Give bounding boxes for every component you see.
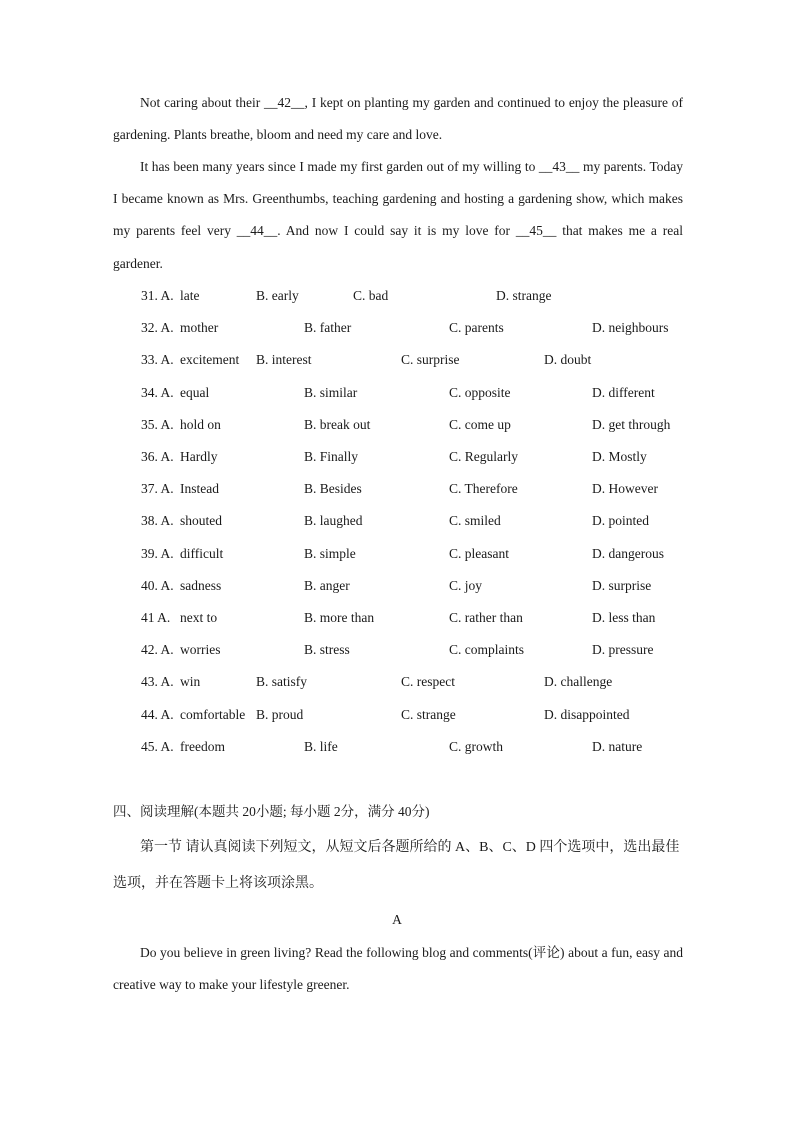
option-a: freedom [180, 738, 225, 754]
option-c: C. parents [449, 320, 504, 336]
option-d: D. However [592, 481, 658, 497]
option-b: B. interest [256, 352, 312, 368]
option-c: C. bad [353, 288, 389, 303]
option-d: D. pressure [592, 642, 654, 658]
option-b: B. more than [304, 610, 375, 625]
option-d: D. disappointed [544, 706, 630, 722]
option-d: D. neighbours [592, 320, 669, 336]
option-d: D. strange [496, 288, 552, 303]
option-b: B. similar [304, 384, 358, 400]
option-b: B. laughed [304, 513, 363, 529]
question-number: 44. A. [141, 706, 174, 722]
option-a: difficult [180, 545, 224, 561]
option-b: B. anger [304, 577, 350, 593]
option-a: next to [180, 610, 218, 625]
question-number: 38. A. [141, 513, 174, 529]
question-number: 37. A. [141, 481, 174, 497]
option-d: D. different [592, 384, 655, 400]
option-b: B. Finally [304, 449, 359, 464]
option-a: late [180, 288, 200, 303]
option-a: win [180, 674, 201, 690]
option-d: D. less than [592, 610, 656, 625]
option-c: C. respect [401, 674, 455, 690]
option-a: sadness [180, 577, 222, 593]
option-b: B. satisfy [256, 674, 308, 690]
option-a: Instead [180, 481, 219, 497]
question-number: 35. A. [141, 416, 174, 432]
option-b: B. father [304, 320, 352, 336]
option-c: C. opposite [449, 384, 511, 400]
option-b: B. stress [304, 642, 350, 658]
option-c: C. pleasant [449, 545, 509, 561]
option-c: C. joy [449, 577, 483, 593]
option-a: mother [180, 320, 219, 336]
option-d: D. get through [592, 416, 671, 432]
passage-paragraph-2 [113, 151, 683, 280]
option-d: D. pointed [592, 513, 649, 529]
question-number: 34. A. [141, 384, 174, 400]
reading-intro [113, 937, 683, 1001]
option-c: C. Regularly [449, 449, 518, 464]
option-d: D. doubt [544, 352, 592, 368]
option-a: excitement [180, 352, 240, 368]
option-a: hold on [180, 416, 221, 432]
passage-paragraph-1-text: Not caring about their __42__, I kept on planting my garden and continued to enjoy the pleasure of gardening. Plants breathe, bloom and need my care and love. [113, 95, 683, 143]
option-a: equal [180, 384, 210, 400]
option-a: Hardly [180, 449, 218, 464]
question-number: 31. A. [141, 288, 174, 303]
option-c: C. Therefore [449, 481, 518, 497]
section-instruction [113, 830, 685, 902]
option-d: D. surprise [592, 577, 652, 593]
passage-label: A [392, 912, 402, 927]
option-b: B. early [256, 288, 299, 303]
question-number: 32. A. [141, 320, 174, 336]
option-b: B. life [304, 738, 338, 754]
option-d: D. nature [592, 738, 643, 754]
question-number: 41 A. [141, 610, 171, 625]
option-b: B. simple [304, 545, 356, 561]
reading-intro-text: Do you believe in green living? Read the following blog and comments(评论) about a fun, easy and creative way to make your lifestyle greener. [113, 945, 683, 993]
option-c: C. come up [449, 416, 511, 432]
question-number: 36. A. [141, 449, 174, 464]
question-number: 43. A. [141, 674, 174, 690]
question-number: 40. A. [141, 577, 174, 593]
option-a: comfortable [180, 706, 246, 722]
option-c: C. surprise [401, 352, 460, 368]
passage-paragraph-2-text: It has been many years since I made my first garden out of my willing to __43__ my parents. Today I became known as Mrs. Greenthumbs, teaching gardening and hosting a gardening show, which makes my parents feel very __44__. And now I could say it is my love for __45__ that makes me a real gardener. [113, 159, 683, 271]
section-title: 四、阅读理解(本题共 20小题; 每小题 2分，满分 40分) [113, 804, 430, 819]
option-b: B. Besides [304, 481, 362, 497]
question-number: 45. A. [141, 738, 174, 754]
question-number: 33. A. [141, 352, 174, 368]
option-c: C. rather than [449, 610, 523, 625]
option-c: C. growth [449, 738, 503, 754]
option-b: B. proud [256, 706, 304, 722]
passage-paragraph-1 [113, 87, 683, 151]
question-number: 39. A. [141, 545, 174, 561]
option-b: B. break out [304, 416, 371, 432]
option-c: C. strange [401, 706, 456, 722]
question-number: 42. A. [141, 642, 174, 658]
option-d: D. Mostly [592, 449, 647, 464]
option-c: C. smiled [449, 513, 501, 529]
option-c: C. complaints [449, 642, 524, 658]
section-instruction-text: 第一节 请认真阅读下列短文，从短文后各题所给的 A、B、C、D 四个选项中，选出最佳选项，并在答题卡上将该项涂黑。 [113, 840, 680, 891]
option-a: shouted [180, 513, 222, 529]
option-d: D. dangerous [592, 545, 664, 561]
option-d: D. challenge [544, 674, 613, 690]
option-a: worries [180, 642, 221, 658]
